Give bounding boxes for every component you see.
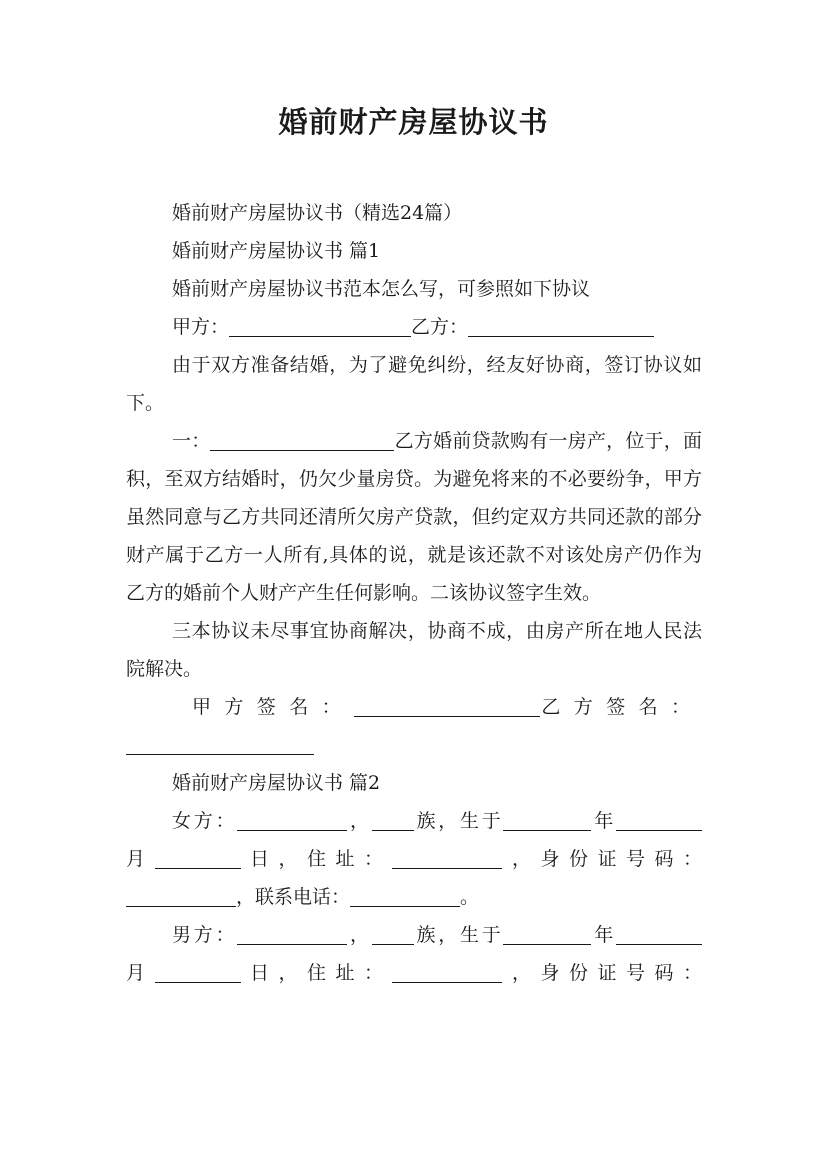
male-line-1	[126, 916, 702, 954]
male-day-blank	[155, 962, 241, 983]
year-text: 年	[591, 810, 616, 832]
month-text: 月	[126, 848, 155, 870]
clause-1-text: 乙方婚前贷款购有一房产，位于，面积，至双方结婚时，仍欠少量房贷。为避免将来的不必要纷争，甲方虽然同意与乙方共同还清所欠房产贷款，但约定双方共同还款的部分财产属于乙方一人所有,具体的说，就是该还款不对该处房产仍作为乙方的婚前个人财产产生任何影响。二该协议签字生效。	[126, 430, 702, 604]
party-b-label: 乙方：	[411, 316, 469, 338]
clause-1-paragraph	[126, 422, 702, 612]
female-address-blank	[392, 848, 502, 869]
document-body	[126, 194, 702, 992]
parties-line	[126, 308, 702, 346]
day-address-text: 日，住址：	[240, 962, 393, 984]
clause-1-prefix: 一：	[172, 430, 211, 452]
period-text: 。	[460, 886, 480, 908]
male-name-blank	[237, 924, 347, 945]
female-year-blank	[503, 810, 591, 831]
female-label: 女方：	[172, 810, 238, 832]
section2-heading: 婚前财产房屋协议书 篇2	[172, 772, 381, 794]
id-label-text: ，身份证号码：	[502, 848, 702, 870]
comma-text: ，	[347, 810, 372, 832]
reason-paragraph: 由于双方准备结婚，为了避免纠纷，经友好协商，签订协议如下。	[126, 354, 702, 414]
sign-a-blank	[354, 696, 540, 717]
sign-b-line	[126, 726, 702, 764]
female-month-blank	[616, 810, 702, 831]
section1-heading: 婚前财产房屋协议书 篇1	[172, 240, 381, 262]
male-label: 男方：	[172, 924, 238, 946]
female-phone-blank	[350, 886, 460, 907]
clause-3-paragraph: 三本协议未尽事宜协商解决，协商不成，由房产所在地人民法院解决。	[126, 620, 702, 680]
comma-text: ，	[347, 924, 372, 946]
phone-label-text: ，联系电话：	[236, 886, 351, 908]
female-line-2	[126, 840, 702, 878]
sign-a-label: 甲方签名：	[192, 696, 354, 718]
ethnicity-text: 族，生于	[413, 810, 504, 832]
party-b-blank	[468, 316, 654, 337]
female-day-blank	[155, 848, 241, 869]
female-id-blank	[126, 886, 236, 907]
section1-lead: 婚前财产房屋协议书范本怎么写，可参照如下协议	[172, 278, 591, 300]
ethnicity-text: 族，生于	[413, 924, 504, 946]
id-label-text: ，身份证号码：	[502, 962, 702, 984]
female-name-blank	[237, 810, 347, 831]
day-address-text: 日，住址：	[240, 848, 393, 870]
party-a-blank	[229, 316, 411, 337]
female-line-1	[126, 802, 702, 840]
party-a-label: 甲方：	[172, 316, 230, 338]
male-address-blank	[392, 962, 502, 983]
clause-1-blank	[210, 430, 394, 451]
female-ethnicity-blank	[372, 810, 414, 831]
male-month-blank	[616, 924, 702, 945]
male-ethnicity-blank	[372, 924, 414, 945]
male-year-blank	[503, 924, 591, 945]
month-text: 月	[126, 962, 155, 984]
sign-b-blank	[126, 734, 314, 755]
male-line-2	[126, 954, 702, 992]
sign-b-label: 乙方签名：	[540, 696, 702, 718]
signature-line	[126, 688, 702, 726]
document-title: 婚前财产房屋协议书	[278, 105, 549, 139]
female-line-3	[126, 878, 702, 916]
year-text: 年	[591, 924, 616, 946]
intro-line: 婚前财产房屋协议书（精选24篇）	[172, 202, 463, 224]
